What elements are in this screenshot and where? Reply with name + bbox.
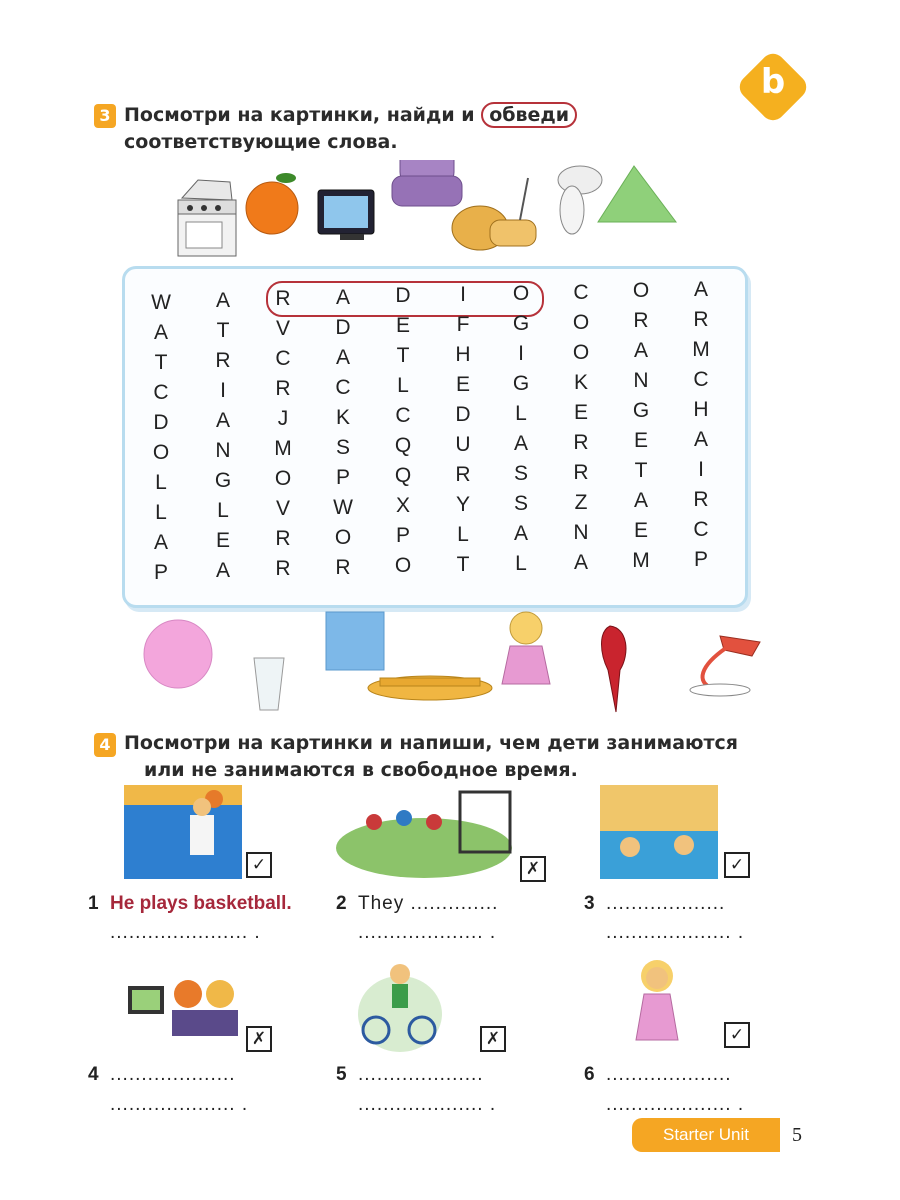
grid-letter[interactable]: H	[455, 343, 471, 366]
grid-letter[interactable]: S	[513, 492, 528, 515]
grid-letter[interactable]: R	[275, 287, 291, 310]
exercise-4-text-line2: или не занимаются в свободное время.	[144, 759, 578, 781]
grid-letter[interactable]: O	[572, 311, 590, 334]
grid-letter[interactable]: O	[274, 467, 292, 490]
glass-picture	[254, 658, 284, 710]
grid-letter[interactable]: J	[277, 407, 289, 430]
answer-4-line2[interactable]: .................... .	[110, 1094, 249, 1115]
radio-picture	[452, 178, 536, 250]
grid-column-8	[566, 278, 596, 578]
grid-column-10	[686, 275, 716, 575]
grid-letter[interactable]: A	[215, 559, 230, 582]
answer-6-line1[interactable]: ....................	[606, 1064, 732, 1085]
grid-letter[interactable]: I	[220, 379, 226, 402]
top-pictures	[160, 160, 720, 260]
grid-letter[interactable]: L	[217, 499, 229, 522]
grid-letter[interactable]: N	[215, 439, 231, 462]
item-number-2: 2	[336, 893, 347, 914]
grid-letter[interactable]: A	[335, 286, 350, 309]
grid-letter[interactable]: P	[153, 561, 168, 584]
answer-3-line2[interactable]: .................... .	[606, 922, 745, 943]
grid-letter[interactable]: A	[573, 551, 588, 574]
triangle-picture	[598, 166, 676, 222]
check-box-6[interactable]: ✓	[724, 1022, 750, 1048]
grid-letter[interactable]: K	[573, 371, 588, 394]
grid-letter[interactable]: C	[693, 368, 709, 391]
grid-letter[interactable]: P	[395, 524, 410, 547]
answer-2-line2[interactable]: .................... .	[358, 922, 497, 943]
grid-letter[interactable]: O	[512, 282, 530, 305]
football-picture	[334, 788, 514, 880]
circle-picture	[144, 620, 212, 688]
grid-letter[interactable]: V	[275, 317, 290, 340]
check-box-1[interactable]: ✓	[246, 852, 272, 878]
grid-letter[interactable]: R	[335, 556, 351, 579]
grid-letter[interactable]: D	[455, 403, 471, 426]
grid-letter[interactable]: O	[334, 526, 352, 549]
grid-letter[interactable]: O	[632, 279, 650, 302]
grid-letter[interactable]: A	[693, 278, 708, 301]
grid-letter[interactable]: L	[515, 552, 527, 575]
grid-letter[interactable]: C	[573, 281, 589, 304]
grid-letter[interactable]: R	[693, 488, 709, 511]
item-number-4: 4	[88, 1064, 99, 1085]
circled-word: обведи	[481, 102, 577, 128]
answer-1-line1: He plays basketball.	[110, 893, 292, 914]
answer-3-line1[interactable]: ...................	[606, 893, 726, 914]
grid-letter[interactable]: E	[633, 429, 648, 452]
exercise-4-text-line1: Посмотри на картинки и напиши, чем дети занимаются	[124, 732, 738, 754]
exercise-4-instruction	[124, 730, 764, 784]
answer-5-line1[interactable]: ....................	[358, 1064, 484, 1085]
grid-letter[interactable]: W	[333, 496, 353, 519]
grid-letter[interactable]: N	[573, 521, 589, 544]
grid-letter[interactable]: O	[152, 441, 170, 464]
grid-letter[interactable]: Q	[394, 464, 412, 487]
grid-letter[interactable]: A	[513, 522, 528, 545]
exercise-3-number: 3	[94, 104, 116, 128]
grid-letter[interactable]: R	[573, 461, 589, 484]
plane-picture	[368, 676, 492, 700]
grid-letter[interactable]: Y	[455, 493, 470, 516]
grid-letter[interactable]: E	[573, 401, 588, 424]
item-number-6: 6	[584, 1064, 595, 1085]
grid-letter[interactable]: C	[693, 518, 709, 541]
grid-column-4	[328, 283, 358, 583]
grid-letter[interactable]: A	[693, 428, 708, 451]
grid-letter[interactable]: G	[512, 372, 530, 395]
grid-letter[interactable]: R	[573, 431, 589, 454]
basketball-picture	[124, 785, 242, 879]
grid-column-5	[388, 281, 418, 581]
grid-letter[interactable]: L	[155, 501, 167, 524]
grid-letter[interactable]: M	[632, 549, 650, 572]
grid-letter[interactable]: L	[515, 402, 527, 425]
armchair-picture	[392, 160, 462, 206]
square-picture	[326, 612, 384, 670]
check-box-2[interactable]: ✗	[520, 856, 546, 882]
grid-letter[interactable]: A	[215, 409, 230, 432]
grid-letter[interactable]: S	[335, 436, 350, 459]
grid-letter[interactable]: G	[214, 469, 232, 492]
grid-letter[interactable]: D	[335, 316, 351, 339]
page-number: 5	[792, 1124, 802, 1146]
item-number-5: 5	[336, 1064, 347, 1085]
grid-letter[interactable]: Q	[394, 434, 412, 457]
grid-letter[interactable]: F	[456, 313, 470, 336]
grid-letter[interactable]: A	[215, 289, 230, 312]
grid-letter[interactable]: K	[335, 406, 350, 429]
grid-letter[interactable]: R	[693, 308, 709, 331]
grid-column-7	[506, 279, 536, 579]
grid-letter[interactable]: T	[456, 553, 470, 576]
grid-letter[interactable]: L	[155, 471, 167, 494]
cycling-picture	[356, 954, 444, 1054]
exercise-3-text: Посмотри на картинки, найди и	[124, 104, 475, 126]
grid-letter[interactable]: G	[632, 399, 650, 422]
grid-letter[interactable]: A	[633, 489, 648, 512]
grid-letter[interactable]: M	[274, 437, 292, 460]
item-number-1: 1	[88, 893, 99, 914]
grid-letter[interactable]: A	[513, 432, 528, 455]
grid-letter[interactable]: L	[397, 374, 409, 397]
grid-letter[interactable]: C	[335, 376, 351, 399]
grid-letter[interactable]: R	[215, 349, 231, 372]
grid-letter[interactable]: A	[335, 346, 350, 369]
answer-1-line2[interactable]: ...................... .	[110, 922, 261, 943]
tv-picture	[318, 190, 374, 240]
grid-letter[interactable]: E	[215, 529, 230, 552]
grid-letter[interactable]: N	[633, 369, 649, 392]
grid-letter[interactable]: R	[275, 527, 291, 550]
orange-picture	[246, 173, 298, 234]
section-letter: b	[760, 62, 786, 102]
section-badge	[738, 52, 808, 122]
cat-picture	[558, 166, 602, 234]
exercise-3-instruction	[124, 102, 724, 156]
grid-letter[interactable]: A	[633, 339, 648, 362]
grid-letter[interactable]: X	[395, 494, 410, 517]
watching-tv-picture	[124, 972, 242, 1038]
grid-letter[interactable]: V	[275, 497, 290, 520]
answer-4-line1[interactable]: ....................	[110, 1064, 236, 1085]
grid-letter[interactable]: H	[693, 398, 709, 421]
unit-label: Starter Unit	[632, 1118, 780, 1152]
grid-letter[interactable]: O	[394, 554, 412, 577]
parrot-picture	[602, 626, 626, 712]
grid-letter[interactable]: R	[275, 377, 291, 400]
grid-letter[interactable]: C	[395, 404, 411, 427]
grid-letter[interactable]: T	[634, 459, 648, 482]
lamp-picture	[690, 636, 760, 696]
grid-letter[interactable]: I	[460, 283, 466, 306]
grid-letter[interactable]: S	[513, 462, 528, 485]
check-box-4[interactable]: ✗	[246, 1026, 272, 1052]
grid-letter[interactable]: A	[153, 321, 168, 344]
grid-letter[interactable]: T	[396, 344, 410, 367]
grid-column-6	[448, 280, 478, 580]
grid-letter[interactable]: Z	[574, 491, 588, 514]
grid-letter[interactable]: P	[693, 548, 708, 571]
grid-letter[interactable]: R	[633, 309, 649, 332]
cooker-picture	[178, 180, 236, 256]
grid-column-3	[268, 284, 298, 584]
grid-letter[interactable]: A	[153, 531, 168, 554]
grid-letter[interactable]: T	[154, 351, 168, 374]
exercise-3-text-line2: соответствующие слова.	[124, 131, 398, 153]
grid-letter[interactable]: D	[395, 284, 411, 307]
grid-letter[interactable]: R	[275, 557, 291, 580]
grid-letter[interactable]: T	[216, 319, 230, 342]
check-box-5[interactable]: ✗	[480, 1026, 506, 1052]
grid-column-2	[208, 286, 238, 586]
grid-column-1	[146, 288, 176, 588]
grid-letter[interactable]: E	[633, 519, 648, 542]
grid-column-9	[626, 276, 656, 576]
item-number-3: 3	[584, 893, 595, 914]
grid-letter[interactable]: D	[153, 411, 169, 434]
grid-letter[interactable]: U	[455, 433, 471, 456]
grid-letter[interactable]: P	[335, 466, 350, 489]
grid-letter[interactable]: C	[153, 381, 169, 404]
doll-picture	[502, 612, 550, 684]
bottom-pictures	[130, 606, 780, 726]
grid-letter[interactable]: R	[455, 463, 471, 486]
grid-letter[interactable]: E	[395, 314, 410, 337]
grid-letter[interactable]: G	[512, 312, 530, 335]
exercise-4-number: 4	[94, 733, 116, 757]
answer-6-line2[interactable]: .................... .	[606, 1094, 745, 1115]
grid-letter[interactable]: C	[275, 347, 291, 370]
dancing-girl-picture	[624, 954, 690, 1054]
grid-letter[interactable]: L	[457, 523, 469, 546]
grid-letter[interactable]: I	[698, 458, 704, 481]
grid-letter[interactable]: M	[692, 338, 710, 361]
answer-5-line2[interactable]: .................... .	[358, 1094, 497, 1115]
grid-letter[interactable]: E	[455, 373, 470, 396]
grid-letter[interactable]: I	[518, 342, 524, 365]
check-box-3[interactable]: ✓	[724, 852, 750, 878]
grid-letter[interactable]: O	[572, 341, 590, 364]
grid-letter[interactable]: W	[151, 291, 171, 314]
swimming-picture	[600, 785, 718, 879]
answer-2-line1[interactable]: They ..............	[358, 893, 499, 914]
